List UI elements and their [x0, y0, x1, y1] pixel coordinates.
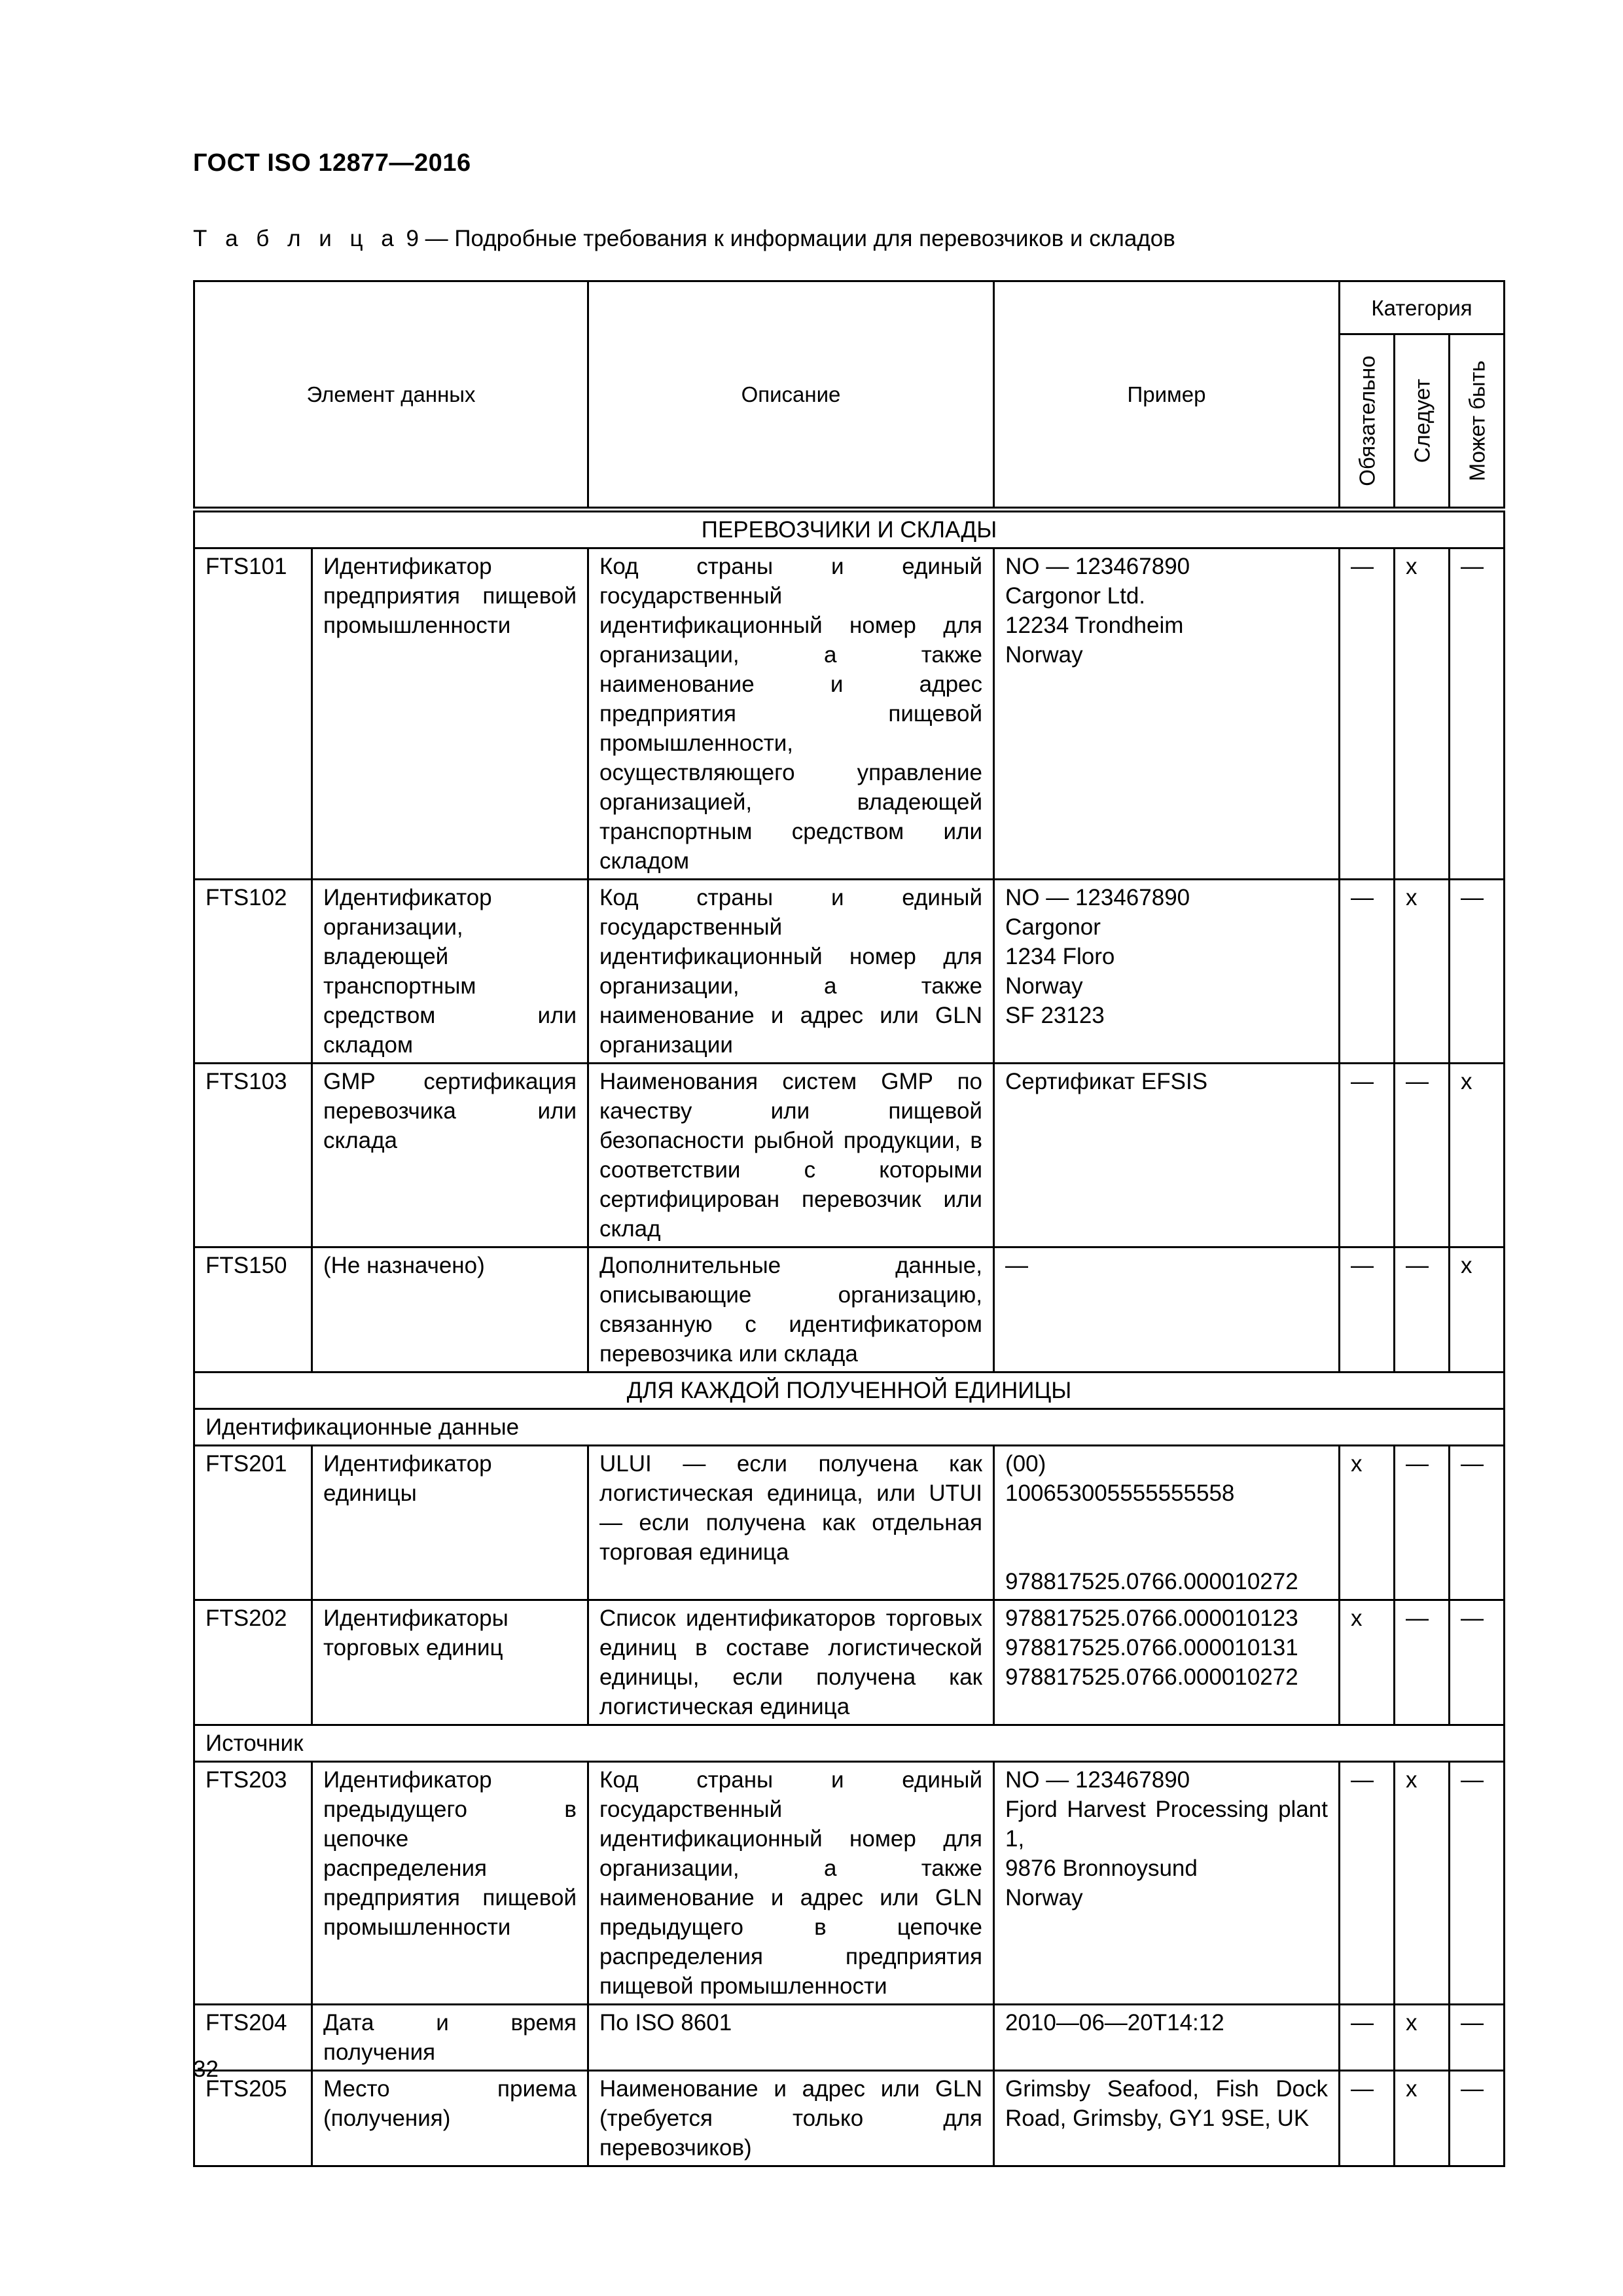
subsection-title-identification: Идентификационные данные — [194, 1409, 1505, 1446]
example-line: Norway — [1005, 973, 1083, 999]
row-code: FTS203 — [194, 1762, 312, 2005]
document-header: ГОСТ ISO 12877—2016 — [193, 149, 471, 177]
requirements-table — [193, 280, 1505, 2167]
row-description: По ISO 8601 — [588, 2005, 994, 2071]
mark-should: — — [1395, 1446, 1450, 1600]
header-mandatory-label: Обязательно — [1355, 355, 1379, 486]
mark-mandatory: — — [1340, 880, 1395, 1064]
header-example: Пример — [994, 281, 1340, 510]
table-row — [194, 2071, 1505, 2166]
header-category: Категория — [1340, 281, 1505, 334]
row-name: GMP сертификация перевозчика или склада — [312, 1064, 588, 1247]
example-line: Cargonor Ltd. — [1005, 583, 1146, 609]
mark-should: x — [1395, 880, 1450, 1064]
example-line: 12234 Trondheim — [1005, 613, 1184, 638]
table-row — [194, 1446, 1505, 1600]
header-should — [1395, 334, 1450, 510]
table-row — [194, 1762, 1505, 2005]
example-line: NO — 123467890 — [1005, 1767, 1190, 1793]
page-number: 32 — [193, 2056, 219, 2082]
example-line: 978817525.0766.000010272 — [1005, 1569, 1298, 1594]
example-line: 9876 Bronnoysund — [1005, 1856, 1198, 1881]
subsection-row — [194, 1409, 1505, 1446]
row-code: FTS205 — [194, 2071, 312, 2166]
row-name: Идентификатор предприятия пищевой промышленности — [312, 548, 588, 880]
example-line: 978817525.0766.000010272 — [1005, 1664, 1298, 1690]
mark-may: — — [1450, 1446, 1505, 1600]
row-example — [994, 1762, 1340, 2005]
mark-mandatory: x — [1340, 1600, 1395, 1725]
row-name: Место приема (получения) — [312, 2071, 588, 2166]
table-row — [194, 1247, 1505, 1372]
row-example — [994, 1600, 1340, 1725]
example-line: Norway — [1005, 1885, 1083, 1910]
row-name: Идентификатор предыдущего в цепочке распределения предприятия пищевой промышленности — [312, 1762, 588, 2005]
example-spacer — [1005, 1508, 1328, 1567]
mark-may: — — [1450, 2005, 1505, 2071]
subsection-row — [194, 1725, 1505, 1762]
row-example — [994, 880, 1340, 1064]
mark-may: — — [1450, 1600, 1505, 1725]
table-row — [194, 548, 1505, 880]
mark-should: x — [1395, 2005, 1450, 2071]
table-row — [194, 1064, 1505, 1247]
mark-may: — — [1450, 2071, 1505, 2166]
row-example — [994, 2005, 1340, 2071]
example-line: Cargonor — [1005, 914, 1101, 940]
table-caption-label: Т а б л и ц а — [193, 226, 400, 251]
mark-may: — — [1450, 880, 1505, 1064]
header-mandatory — [1340, 334, 1395, 510]
section-title-carriers: ПЕРЕВОЗЧИКИ И СКЛАДЫ — [194, 510, 1505, 548]
subsection-title-source: Источник — [194, 1725, 1505, 1762]
row-code: FTS204 — [194, 2005, 312, 2071]
example-line: — — [1005, 1253, 1028, 1278]
row-description: ULUI — если получена как логистическая единица, или UTUI — если получена как отдельная торговая единица — [588, 1446, 994, 1600]
example-line: SF 23123 — [1005, 1003, 1105, 1028]
mark-mandatory: — — [1340, 1247, 1395, 1372]
header-may — [1450, 334, 1505, 510]
row-example — [994, 1446, 1340, 1600]
row-code: FTS202 — [194, 1600, 312, 1725]
example-line: NO — 123467890 — [1005, 554, 1190, 579]
mark-mandatory: — — [1340, 2005, 1395, 2071]
mark-mandatory: x — [1340, 1446, 1395, 1600]
example-line: Fjord Harvest Processing plant 1, — [1005, 1797, 1328, 1852]
mark-should: — — [1395, 1064, 1450, 1247]
example-line: NO — 123467890 — [1005, 885, 1190, 910]
row-example — [994, 1247, 1340, 1372]
table-caption-text: 9 — Подробные требования к информации для перевозчиков и складов — [406, 226, 1175, 251]
row-example — [994, 548, 1340, 880]
row-description: Список идентификаторов торговых единиц в составе логистической единицы, если получена как логистическая единица — [588, 1600, 994, 1725]
row-code: FTS150 — [194, 1247, 312, 1372]
mark-may: — — [1450, 1762, 1505, 2005]
mark-should: — — [1395, 1600, 1450, 1725]
mark-mandatory: — — [1340, 2071, 1395, 2166]
header-should-label: Следует — [1410, 378, 1434, 463]
example-line: 1234 Floro — [1005, 944, 1115, 969]
row-description: Наименование и адрес или GLN (требуется только для перевозчиков) — [588, 2071, 994, 2166]
row-code: FTS102 — [194, 880, 312, 1064]
row-code: FTS101 — [194, 548, 312, 880]
row-code: FTS103 — [194, 1064, 312, 1247]
mark-should: x — [1395, 2071, 1450, 2166]
row-description: Код страны и единый государственный идентификационный номер для организации, а также наименование и адрес предприятия пищевой промышленности, осуществляющего управление организацией, владеющей транспортным средством или складом — [588, 548, 994, 880]
row-description: Код страны и единый государственный идентификационный номер для организации, а также наименование и адрес или GLN организации — [588, 880, 994, 1064]
mark-mandatory: — — [1340, 1064, 1395, 1247]
mark-may: x — [1450, 1247, 1505, 1372]
table-row — [194, 2005, 1505, 2071]
row-example — [994, 2071, 1340, 2166]
row-description: Наименования систем GMP по качеству или пищевой безопасности рыбной продукции, в соответствии с которыми сертифицирован перевозчик или склад — [588, 1064, 994, 1247]
mark-should: — — [1395, 1247, 1450, 1372]
row-description: Дополнительные данные, описывающие организацию, связанную с идентификатором перевозчика или склада — [588, 1247, 994, 1372]
example-line: (00) — [1005, 1451, 1046, 1477]
example-line: 100653005555555558 — [1005, 1480, 1235, 1506]
mark-should: x — [1395, 1762, 1450, 2005]
header-description: Описание — [588, 281, 994, 510]
section-row — [194, 510, 1505, 548]
row-name: Идентификаторы торговых единиц — [312, 1600, 588, 1725]
row-name: Идентификатор единицы — [312, 1446, 588, 1600]
header-element: Элемент данных — [194, 281, 588, 510]
mark-may: — — [1450, 548, 1505, 880]
mark-mandatory: — — [1340, 1762, 1395, 2005]
table-row — [194, 880, 1505, 1064]
table-row — [194, 1600, 1505, 1725]
header-may-label: Может быть — [1465, 360, 1489, 482]
mark-mandatory: — — [1340, 548, 1395, 880]
example-line: Сертификат EFSIS — [1005, 1069, 1208, 1094]
example-line: 978817525.0766.000010123 — [1005, 1605, 1298, 1631]
row-example — [994, 1064, 1340, 1247]
example-line: 2010—06—20T14:12 — [1005, 2010, 1224, 2036]
row-name: (Не назначено) — [312, 1247, 588, 1372]
table-caption — [193, 226, 1175, 252]
example-line: 978817525.0766.000010131 — [1005, 1635, 1298, 1660]
row-description: Код страны и единый государственный идентификационный номер для организации, а также наименование и адрес или GLN предыдущего в цепочке распределения предприятия пищевой промышленности — [588, 1762, 994, 2005]
mark-should: x — [1395, 548, 1450, 880]
mark-may: x — [1450, 1064, 1505, 1247]
row-name: Дата и время получения — [312, 2005, 588, 2071]
section-title-per-unit: ДЛЯ КАЖДОЙ ПОЛУЧЕННОЙ ЕДИНИЦЫ — [194, 1372, 1505, 1409]
row-code: FTS201 — [194, 1446, 312, 1600]
example-line: Norway — [1005, 642, 1083, 668]
example-line: Grimsby Seafood, Fish Dock Road, Grimsby, GY1 9SE, UK — [1005, 2076, 1328, 2131]
row-name: Идентификатор организации, владеющей транспортным средством или складом — [312, 880, 588, 1064]
section-row — [194, 1372, 1505, 1409]
